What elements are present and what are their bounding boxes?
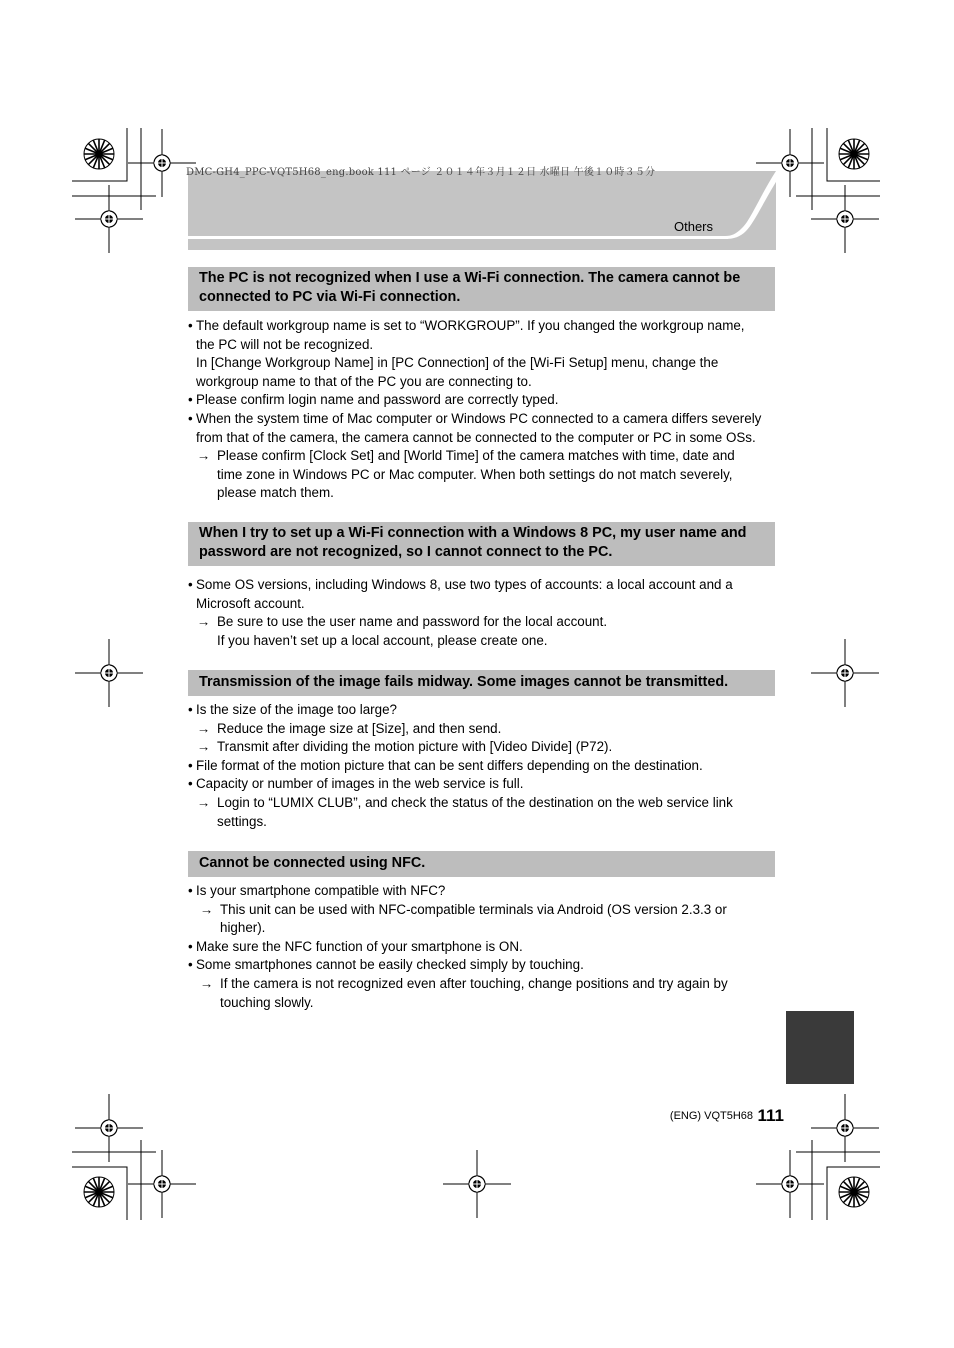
print-slug-header: DMC-GH4_PPC-VQT5H68_eng.book 111 ページ ２０１４年３月１２日 水曜日 午後１０時３５分 (186, 167, 656, 178)
arrow-icon: → (200, 901, 214, 917)
arrow-item: → Login to “LUMIX CLUB”, and check the status of the destination on the web service link (188, 794, 778, 813)
bullet-item: • Some smartphones cannot be easily checked simply by touching. (188, 956, 778, 975)
text-line: please match them. (217, 485, 334, 501)
text-line: If you haven’t set up a local account, please create one. (217, 632, 548, 648)
section-heading (188, 670, 775, 696)
document-code: (ENG) VQT5H68 (669, 1110, 754, 1122)
page-footer (670, 1106, 784, 1126)
bullet-item: • Some OS versions, including Windows 8, use two types of accounts: a local account and a (188, 576, 778, 595)
section-heading (188, 267, 775, 311)
arrow-icon: → (200, 975, 214, 991)
text-line: workgroup name to that of the PC you are connecting to. (196, 373, 532, 389)
bullet-item: • The default workgroup name is set to “WORKGROUP”. If you changed the workgroup name, (188, 317, 778, 336)
bullet-item: • Capacity or number of images in the web service is full. (188, 775, 778, 794)
section-label: Others (673, 219, 713, 234)
text-line: In [Change Workgroup Name] in [PC Connection] of the [Wi-Fi Setup] menu, change the (196, 355, 719, 371)
section-body (188, 317, 778, 503)
arrow-icon: → (197, 448, 211, 464)
bullet-item: • Is your smartphone compatible with NFC? (188, 882, 778, 901)
section-body (188, 701, 778, 831)
text-line: touching slowly. (220, 994, 314, 1010)
arrow-item: → Be sure to use the user name and password for the local account. (188, 613, 778, 632)
bullet-item: • Please confirm login name and password are correctly typed. (188, 391, 778, 410)
heading-line: Cannot be connected using NFC. (199, 855, 426, 871)
text-line: higher). (220, 920, 266, 936)
arrow-icon: → (197, 720, 211, 736)
header-divider (188, 236, 728, 239)
text-line: Microsoft account. (196, 595, 305, 611)
section-heading (188, 522, 775, 566)
bullet-item: • File format of the motion picture that can be sent differs depending on the destination. (188, 757, 778, 776)
section-heading (188, 851, 775, 877)
chapter-side-tab (786, 1011, 854, 1084)
bullet-item: • Make sure the NFC function of your smartphone is ON. (188, 938, 778, 957)
text-line: from that of the camera, the camera cannot be connected to the computer or PC in some OSs. (196, 429, 756, 445)
section-body (188, 882, 778, 1012)
heading-line: connected to PC via Wi-Fi connection. (199, 289, 461, 305)
arrow-icon: → (197, 739, 211, 755)
bullet-item: • Is the size of the image too large? (188, 701, 778, 720)
arrow-item: → Transmit after dividing the motion picture with [Video Divide] (P72). (188, 738, 778, 757)
heading-line: The PC is not recognized when I use a Wi-Fi connection. The camera cannot be (199, 270, 741, 286)
arrow-item: → Reduce the image size at [Size], and then send. (188, 720, 778, 739)
heading-line: When I try to set up a Wi-Fi connection with a Windows 8 PC, my user name and (199, 525, 747, 541)
arrow-item: → Please confirm [Clock Set] and [World Time] of the camera matches with time, date and (188, 447, 778, 466)
heading-line: Transmission of the image fails midway. Some images cannot be transmitted. (199, 674, 729, 690)
text-line: settings. (217, 813, 267, 829)
text-line: time zone in Windows PC or Mac computer. When both settings do not match severely, (217, 466, 733, 482)
section-body (188, 576, 778, 650)
arrow-item: → This unit can be used with NFC-compatible terminals via Android (OS version 2.3.3 or (188, 901, 778, 920)
heading-line: password are not recognized, so I cannot connect to the PC. (199, 544, 613, 560)
page-number: 111 (757, 1106, 784, 1125)
arrow-item: → If the camera is not recognized even after touching, change positions and try again by (188, 975, 778, 994)
arrow-icon: → (197, 794, 211, 810)
arrow-icon: → (197, 614, 211, 630)
bullet-item: • When the system time of Mac computer or Windows PC connected to a camera differs severely (188, 410, 778, 429)
text-line: the PC will not be recognized. (196, 336, 374, 352)
header-curve (720, 171, 780, 251)
